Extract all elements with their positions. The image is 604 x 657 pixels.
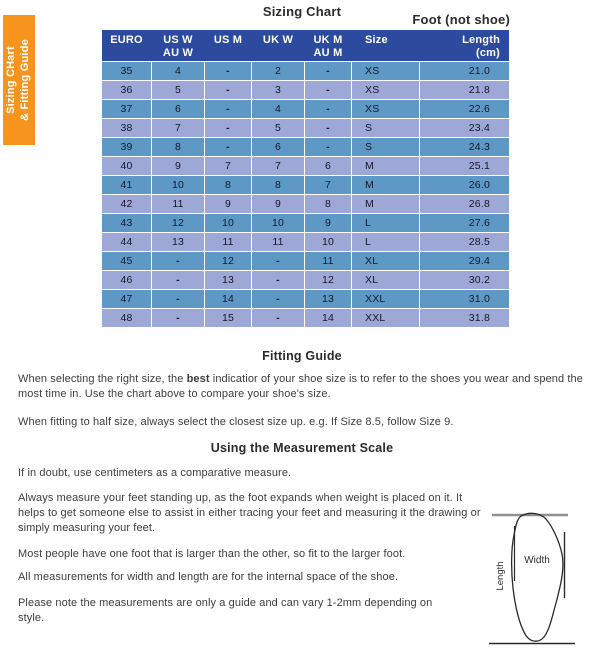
table-cell: -: [305, 138, 351, 156]
table-cell: 12: [152, 214, 204, 232]
table-cell: 36: [102, 81, 151, 99]
table-cell: 10: [252, 214, 304, 232]
table-cell: -: [305, 81, 351, 99]
table-cell: XS: [352, 100, 419, 118]
table-cell: M: [352, 195, 419, 213]
table-cell: 8: [152, 138, 204, 156]
table-cell: 24.3: [420, 138, 509, 156]
table-cell: 9: [252, 195, 304, 213]
table-cell: -: [205, 100, 251, 118]
table-cell: 6: [152, 100, 204, 118]
width-label: Width: [524, 555, 550, 566]
table-cell: L: [352, 233, 419, 251]
table-header-cell: Length (cm): [462, 34, 500, 59]
table-cell: 13: [205, 271, 251, 289]
table-cell: 7: [152, 119, 204, 137]
table-header-cell: UK M AU M: [313, 34, 343, 59]
table-cell: 10: [305, 233, 351, 251]
table-cell: 42: [102, 195, 151, 213]
table-cell: 31.8: [420, 309, 509, 327]
table-cell: 8: [205, 176, 251, 194]
table-cell: 7: [205, 157, 251, 175]
table-cell: 21.0: [420, 62, 509, 80]
table-cell: XS: [352, 81, 419, 99]
fitting-p1-after: indicatior of your shoe size is to refer to the shoes you wear and spend the most time in. Use the chart above to compare your shoe's size.: [18, 373, 583, 400]
sizing-table: [102, 30, 509, 327]
fitting-guide-paragraph-1: [18, 372, 596, 402]
table-cell: XS: [352, 62, 419, 80]
measurement-paragraph-3: Most people have one foot that is larger than the other, so fit to the larger foot.: [18, 548, 406, 560]
table-cell: 38: [102, 119, 151, 137]
table-cell: 11: [205, 233, 251, 251]
table-cell: 37: [102, 100, 151, 118]
table-cell: -: [205, 62, 251, 80]
table-cell: -: [152, 309, 204, 327]
table-header-cell: US M: [213, 34, 243, 46]
table-cell: 25.1: [420, 157, 509, 175]
table-cell: 48: [102, 309, 151, 327]
page-title: Sizing Chart: [262, 4, 342, 19]
table-header-cell: UK W: [262, 34, 294, 46]
table-cell: XL: [352, 271, 419, 289]
table-cell: 30.2: [420, 271, 509, 289]
table-cell: 35: [102, 62, 151, 80]
table-cell: 6: [305, 157, 351, 175]
table-header-cell: US W AU W: [162, 34, 194, 59]
table-cell: -: [305, 100, 351, 118]
table-cell: -: [305, 62, 351, 80]
side-tab-label: [4, 15, 34, 145]
table-cell: 15: [205, 309, 251, 327]
table-cell: -: [252, 309, 304, 327]
table-cell: 14: [305, 309, 351, 327]
table-cell: 8: [305, 195, 351, 213]
measurement-paragraph-2: Always measure your feet standing up, as the foot expands when weight is placed on it. It helps to get someone else to assist in either tracing your feet and measuring it the drawing or simply measuring your feet.: [18, 492, 481, 534]
side-tab-label-line2: & Fitting Guide: [19, 39, 31, 121]
table-cell: 10: [152, 176, 204, 194]
table-cell: XL: [352, 252, 419, 270]
table-cell: 5: [252, 119, 304, 137]
table-cell: 41: [102, 176, 151, 194]
table-cell: 45: [102, 252, 151, 270]
table-cell: 7: [305, 176, 351, 194]
table-cell: 11: [305, 252, 351, 270]
table-cell: XXL: [352, 290, 419, 308]
table-cell: 22.6: [420, 100, 509, 118]
table-cell: 40: [102, 157, 151, 175]
table-cell: -: [252, 252, 304, 270]
table-cell: 21.8: [420, 81, 509, 99]
fitting-guide-paragraph-2: When fitting to half size, always select the closest size up. e.g. If Size 8.5, follow Size 9.: [18, 416, 454, 428]
table-cell: 31.0: [420, 290, 509, 308]
table-cell: 26.8: [420, 195, 509, 213]
side-tab-label-line1: Sizing CHart: [5, 46, 17, 114]
fitting-p1-before: When selecting the right size, the: [18, 373, 187, 385]
table-cell: 28.5: [420, 233, 509, 251]
table-cell: 4: [152, 62, 204, 80]
table-cell: 23.4: [420, 119, 509, 137]
table-cell: 2: [252, 62, 304, 80]
table-cell: 3: [252, 81, 304, 99]
table-cell: 6: [252, 138, 304, 156]
table-cell: 26.0: [420, 176, 509, 194]
fitting-guide-heading: Fitting Guide: [262, 349, 342, 363]
table-cell: 8: [252, 176, 304, 194]
table-cell: 11: [252, 233, 304, 251]
foot-outline: [512, 513, 563, 641]
table-cell: 29.4: [420, 252, 509, 270]
sizing-table-body: [102, 62, 509, 327]
table-cell: -: [152, 252, 204, 270]
table-cell: -: [205, 138, 251, 156]
table-cell: 13: [305, 290, 351, 308]
measurement-paragraph-1: If in doubt, use centimeters as a comparative measure.: [18, 467, 292, 479]
table-cell: -: [205, 119, 251, 137]
table-cell: S: [352, 138, 419, 156]
table-cell: L: [352, 214, 419, 232]
table-cell: -: [152, 271, 204, 289]
table-cell: M: [352, 157, 419, 175]
table-cell: 14: [205, 290, 251, 308]
table-cell: 39: [102, 138, 151, 156]
table-cell: 9: [205, 195, 251, 213]
table-cell: 12: [205, 252, 251, 270]
length-label: Length: [495, 561, 506, 591]
table-cell: 12: [305, 271, 351, 289]
table-cell: 7: [252, 157, 304, 175]
table-cell: 46: [102, 271, 151, 289]
sizing-chart-side-tab[interactable]: [3, 15, 35, 145]
foot-not-shoe-label: Foot (not shoe): [412, 12, 510, 27]
table-cell: 47: [102, 290, 151, 308]
table-cell: 44: [102, 233, 151, 251]
table-cell: -: [205, 81, 251, 99]
table-cell: 9: [305, 214, 351, 232]
measurement-scale-heading: Using the Measurement Scale: [210, 441, 394, 455]
foot-measurement-diagram: [484, 502, 602, 652]
table-cell: 5: [152, 81, 204, 99]
table-cell: -: [305, 119, 351, 137]
table-cell: 9: [152, 157, 204, 175]
fitting-p1-bold: best: [186, 373, 210, 385]
table-cell: -: [252, 271, 304, 289]
table-cell: -: [252, 290, 304, 308]
table-cell: S: [352, 119, 419, 137]
table-cell: -: [152, 290, 204, 308]
table-header-cell: Size: [365, 34, 388, 46]
measurement-paragraph-4: All measurements for width and length are for the internal space of the shoe.: [18, 571, 399, 583]
table-cell: M: [352, 176, 419, 194]
sizing-table-header-row: [102, 30, 509, 61]
table-header-cell: EURO: [110, 34, 143, 46]
table-cell: 10: [205, 214, 251, 232]
table-cell: 27.6: [420, 214, 509, 232]
measurement-paragraph-5: Please note the measurements are only a guide and can vary 1-2mm depending on style.: [18, 597, 433, 624]
table-cell: XXL: [352, 309, 419, 327]
table-cell: 4: [252, 100, 304, 118]
table-cell: 13: [152, 233, 204, 251]
table-cell: 11: [152, 195, 204, 213]
table-cell: 43: [102, 214, 151, 232]
